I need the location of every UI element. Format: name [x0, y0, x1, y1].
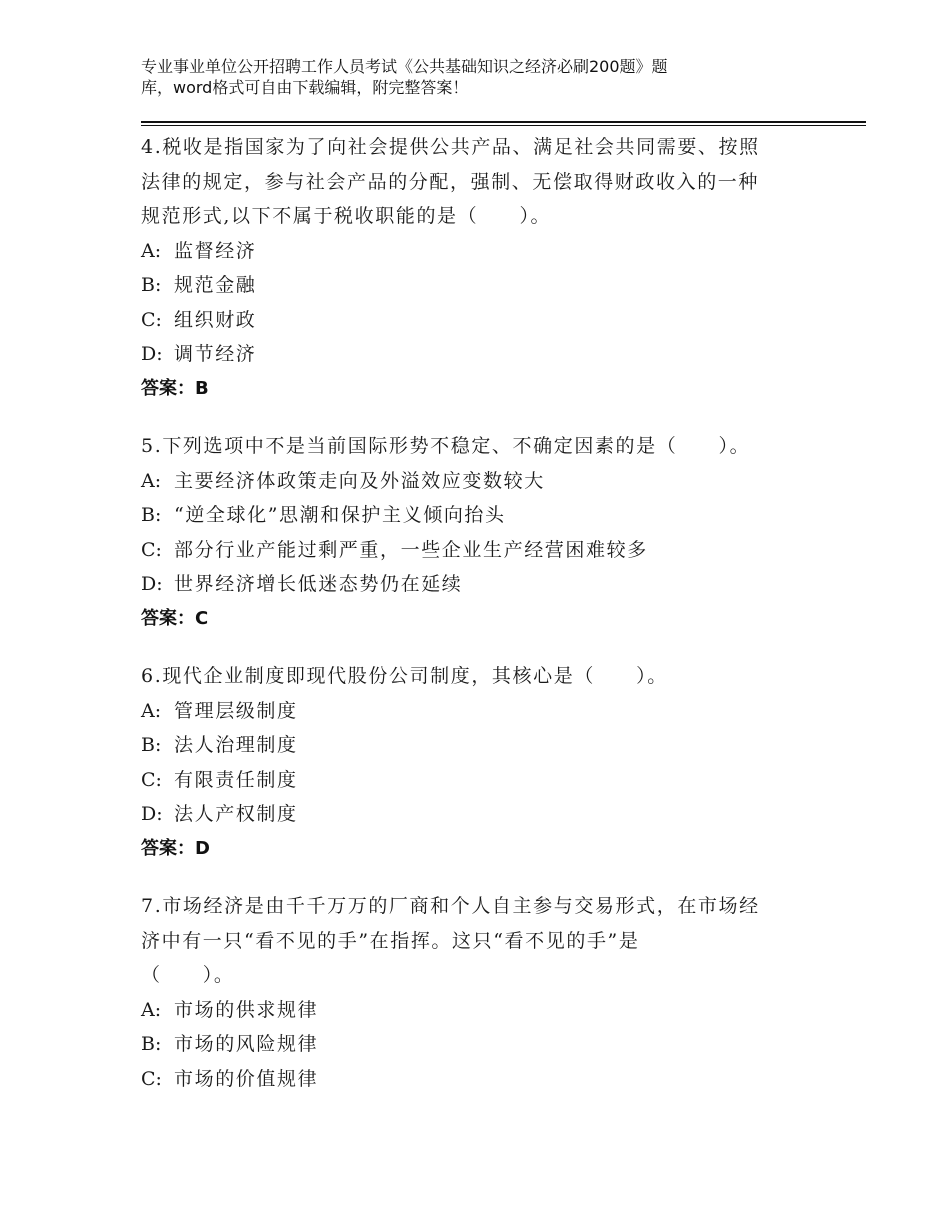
option-d: [141, 337, 801, 372]
option-d: [141, 797, 801, 832]
option-letter: A:: [141, 998, 162, 1021]
option-text: 调节经济: [174, 343, 257, 365]
option-text: 监督经济: [174, 239, 257, 262]
option-b: [141, 1027, 801, 1062]
answer-line: 答案：B: [141, 377, 209, 399]
option-a: [141, 464, 801, 499]
option-letter: D:: [141, 803, 163, 825]
option-letter: C:: [141, 308, 162, 331]
option-letter: C:: [141, 768, 162, 791]
question-stem-line: 4.税收是指国家为了向社会提供公共产品、满足社会共同需要、按照: [141, 136, 760, 158]
option-text: 市场的价值规律: [174, 1067, 319, 1090]
header-line-1: 专业事业单位公开招聘工作人员考试《公共基础知识之经济必刷200题》题: [141, 57, 668, 76]
header-divider-thin: [141, 125, 866, 126]
option-text: 法人产权制度: [174, 803, 298, 825]
option-text: 市场的供求规律: [174, 998, 319, 1021]
option-text: “逆全球化”思潮和保护主义倾向抬头: [174, 504, 506, 526]
option-b: [141, 268, 801, 303]
option-text: 法人治理制度: [174, 734, 298, 756]
option-letter: B:: [141, 1033, 162, 1055]
option-text: 有限责任制度: [174, 768, 298, 791]
answer-line: 答案：C: [141, 607, 209, 629]
option-a: [141, 234, 801, 269]
question-stem-line: （ ）。: [141, 964, 235, 986]
question-stem-line: 6.现代企业制度即现代股份公司制度，其核心是（ ）。: [141, 665, 668, 687]
question-stem-line: 5.下列选项中不是当前国际形势不稳定、不确定因素的是（ ）。: [141, 435, 751, 457]
option-a: [141, 993, 801, 1028]
question-stem-line: 法律的规定，参与社会产品的分配，强制、无偿取得财政收入的一种: [141, 170, 760, 193]
option-letter: B:: [141, 274, 162, 296]
header-divider-thick: [141, 121, 866, 123]
answer-line: 答案：D: [141, 837, 210, 859]
option-c: [141, 533, 801, 568]
question-list: [141, 130, 801, 1119]
option-letter: A:: [141, 239, 162, 262]
header-line-2: 库，word格式可自由下载编辑，附完整答案！: [141, 78, 469, 97]
option-letter: A:: [141, 699, 162, 722]
option-c: [141, 1062, 801, 1097]
option-letter: D:: [141, 573, 163, 595]
option-d: [141, 567, 801, 602]
question-stem-line: 济中有一只“看不见的手”在指挥。这只“看不见的手”是: [141, 929, 640, 952]
question-stem-line: 7.市场经济是由千千万万的厂商和个人自主参与交易形式，在市场经: [141, 895, 760, 917]
option-letter: B:: [141, 734, 162, 756]
option-letter: C:: [141, 538, 162, 561]
option-letter: B:: [141, 504, 162, 526]
option-text: 世界经济增长低迷态势仍在延续: [174, 573, 463, 595]
option-text: 部分行业产能过剩严重，一些企业生产经营困难较多: [174, 538, 648, 561]
question-item: [141, 659, 801, 866]
option-text: 组织财政: [174, 308, 257, 331]
option-a: [141, 694, 801, 729]
question-item: [141, 130, 801, 406]
document-header: [141, 56, 801, 98]
option-text: 管理层级制度: [174, 699, 298, 722]
option-letter: A:: [141, 469, 162, 492]
question-item: [141, 889, 801, 1096]
question-stem-line: 规范形式,以下不属于税收职能的是（ ）。: [141, 205, 552, 227]
option-c: [141, 763, 801, 798]
option-text: 主要经济体政策走向及外溢效应变数较大: [174, 469, 545, 492]
option-letter: D:: [141, 343, 163, 365]
question-item: [141, 429, 801, 636]
option-c: [141, 303, 801, 338]
option-text: 市场的风险规律: [174, 1033, 319, 1055]
option-letter: C:: [141, 1067, 162, 1090]
option-b: [141, 498, 801, 533]
option-b: [141, 728, 801, 763]
option-text: 规范金融: [174, 274, 257, 296]
